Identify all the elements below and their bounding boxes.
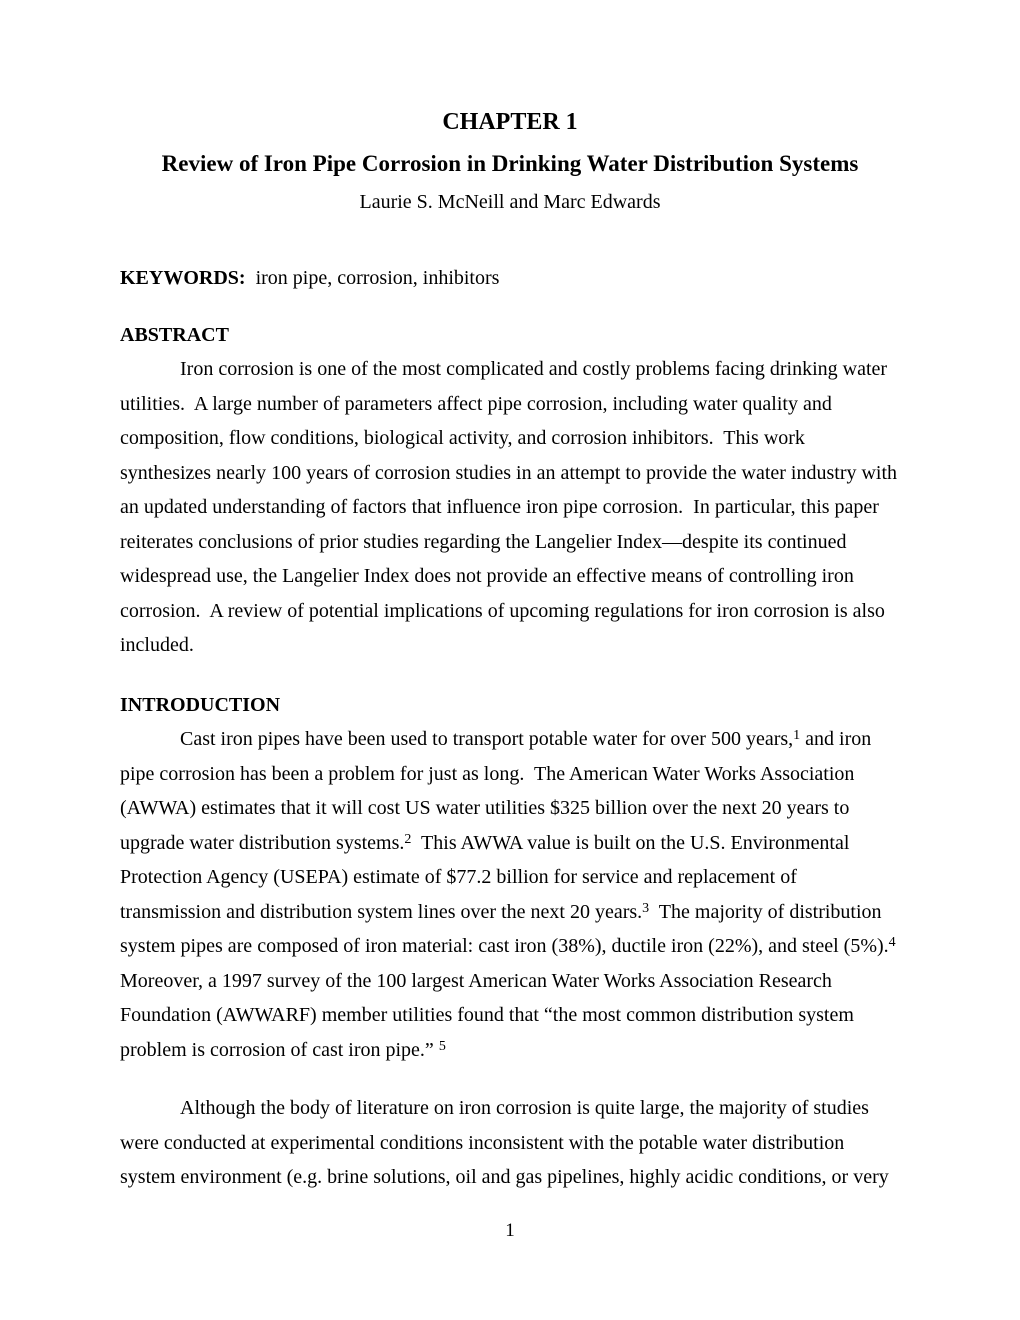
chapter-title: CHAPTER 1 <box>442 109 578 135</box>
intro-paragraph-2: Although the body of literature on iron corrosion is quite large, the majority of studies were conducted at experimental conditions inconsistent with the potable water distribution system environment (e.g. brine solutions, oil and gas pipelines, highly acidic conditions, or very <box>120 1097 889 1189</box>
intro-paragraph-1: Cast iron pipes have been used to transport potable water for over 500 years,$^1$ and iron pipe corrosion has been a problem for just as long. The American Water Works Association (AWWA) estimates that it will cost US water utilities $325 billion over the next 20 years to upgrade water distribution systems.$^2$ This AWWA value is built on the U.S. Environmental Protection Agency (USEPA) estimate of $77.2 billion for service and replacement of transmission and distribution system lines over the next 20 years.$^3$ The majority of distribution system pipes are composed of iron material: cast iron (38%), ductile iron (22%), and steel (5%).$^4$ Moreover, a 1997 survey of the 100 largest American Water Works Association Research Foundation (AWWARF) member utilities found that “the most common distribution system problem is corrosion of cast iron pipe.” $^5$ <box>120 728 901 1061</box>
keywords-text: iron pipe, corrosion, inhibitors <box>255 267 500 290</box>
authors-line: Laurie S. McNeill and Marc Edwards <box>359 191 661 214</box>
page-number: 1 <box>505 1220 515 1241</box>
introduction-heading: INTRODUCTION <box>120 693 281 716</box>
keywords-line <box>120 261 900 296</box>
keywords-label: KEYWORDS: <box>120 267 246 290</box>
abstract-paragraph: Iron corrosion is one of the most complicated and costly problems facing drinking water utilities. A large number of parameters affect pipe corrosion, including water quality and composition, flow conditions, biological activity, and corrosion inhibitors. This work synthesizes nearly 100 years of corrosion studies in an attempt to provide the water industry with an updated understanding of factors that influence iron pipe corrosion. In particular, this paper reiterates conclusions of prior studies regarding the Langelier Index—despite its continued widespread use, the Langelier Index does not provide an effective means of controlling iron corrosion. A review of potential implications of upcoming regulations for iron corrosion is also included. <box>120 358 903 657</box>
paper-title: Review of Iron Pipe Corrosion in Drinking Water Distribution Systems <box>161 150 859 176</box>
abstract-heading: ABSTRACT <box>120 323 229 346</box>
